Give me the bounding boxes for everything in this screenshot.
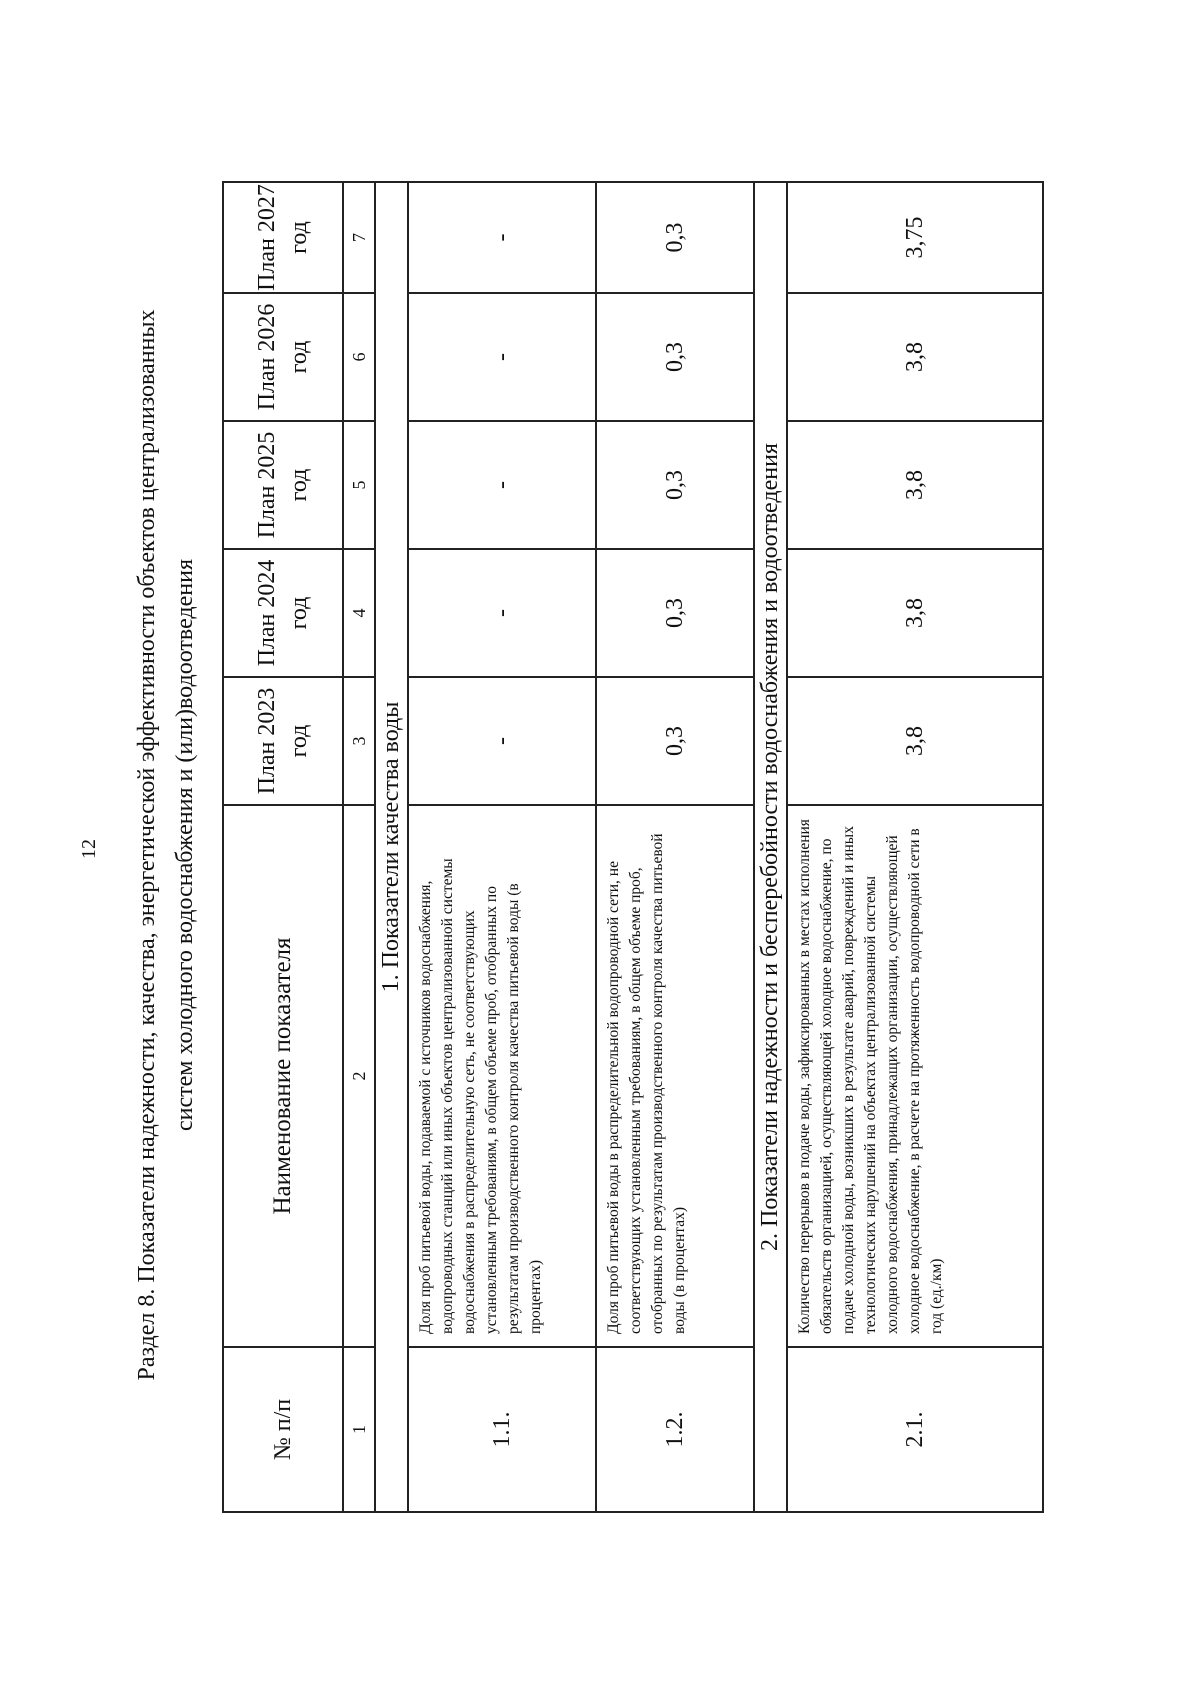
- column-number-row: [343, 182, 375, 1512]
- table-row: [596, 182, 754, 1512]
- row-value-2026: 0,3: [596, 293, 754, 421]
- section-heading-row: [375, 182, 408, 1512]
- row-value-2025: 0,3: [596, 421, 754, 549]
- header-plan-2027: План 2027 год: [223, 182, 343, 293]
- row-value-2024: 3,8: [787, 549, 1043, 677]
- indicators-table: [222, 181, 1044, 1513]
- header-name: Наименование показателя: [223, 805, 343, 1347]
- title-line-1: Раздел 8. Показатели надежности, качества, энергетической эффективности объектов централизованных: [134, 309, 160, 1381]
- row-value-2025: -: [408, 421, 596, 549]
- header-plan-2025: План 2025 год: [223, 421, 343, 549]
- document-title: [128, 220, 204, 1470]
- row-value-2023: -: [408, 677, 596, 805]
- row-indicator-name: Доля проб питьевой воды в распределительной водопроводной сети, не соответствующих установленным требованиям, в общем объеме проб, отобранных по результатам производственного контроля качества питьевой воды (в процентах): [596, 805, 754, 1347]
- row-value-2026: 3,8: [787, 293, 1043, 421]
- table-row: [408, 182, 596, 1512]
- page-number: 12: [78, 839, 100, 859]
- row-value-2024: -: [408, 549, 596, 677]
- header-plan-2023: План 2023 год: [223, 677, 343, 805]
- row-indicator-name: Доля проб питьевой воды, подаваемой с источников водоснабжения, водопроводных станций или иных объектов централизованной системы водоснабжения в распределительную сеть, не соответствующих установленным требованиям, в общем объеме проб, отобранных по результатам производственного контроля качества питьевой воды (в процентах): [408, 805, 596, 1347]
- column-number: 3: [343, 677, 375, 805]
- section-heading-reliability: 2. Показатели надежности и бесперебойности водоснабжения и водоотведения: [754, 182, 787, 1512]
- row-value-2023: 3,8: [787, 677, 1043, 805]
- row-value-2027: 0,3: [596, 182, 754, 293]
- section-heading-row: [754, 182, 787, 1512]
- row-code: 1.2.: [596, 1347, 754, 1512]
- row-code: 1.1.: [408, 1347, 596, 1512]
- header-num: № п/п: [223, 1347, 343, 1512]
- row-value-2027: 3,75: [787, 182, 1043, 293]
- row-value-2026: -: [408, 293, 596, 421]
- title-line-2: систем холодного водоснабжения и (или)водоотведения: [172, 559, 198, 1131]
- column-number: 7: [343, 182, 375, 293]
- row-value-2027: -: [408, 182, 596, 293]
- column-number: 2: [343, 805, 375, 1347]
- column-number: 5: [343, 421, 375, 549]
- row-indicator-name: Количество перерывов в подаче воды, зафиксированных в местах исполнения обязательств организацией, осуществляющей холодное водоснабжение, по подаче холодной воды, возникших в результате аварий, повреждений и иных технологических нарушений на объектах централизованной системы холодного водоснабжения, принадлежащих организации, осуществляющей холодное водоснабжение, в расчете на протяженность водопроводной сети в год (ед./км): [787, 805, 1043, 1347]
- row-value-2023: 0,3: [596, 677, 754, 805]
- table-header-row: [223, 182, 343, 1512]
- section-heading-water-quality: 1. Показатели качества воды: [375, 182, 408, 1512]
- row-value-2024: 0,3: [596, 549, 754, 677]
- column-number: 1: [343, 1347, 375, 1512]
- header-plan-2026: План 2026 год: [223, 293, 343, 421]
- column-number: 6: [343, 293, 375, 421]
- table-row: [787, 182, 1043, 1512]
- row-code: 2.1.: [787, 1347, 1043, 1512]
- row-value-2025: 3,8: [787, 421, 1043, 549]
- header-plan-2024: План 2024 год: [223, 549, 343, 677]
- column-number: 4: [343, 549, 375, 677]
